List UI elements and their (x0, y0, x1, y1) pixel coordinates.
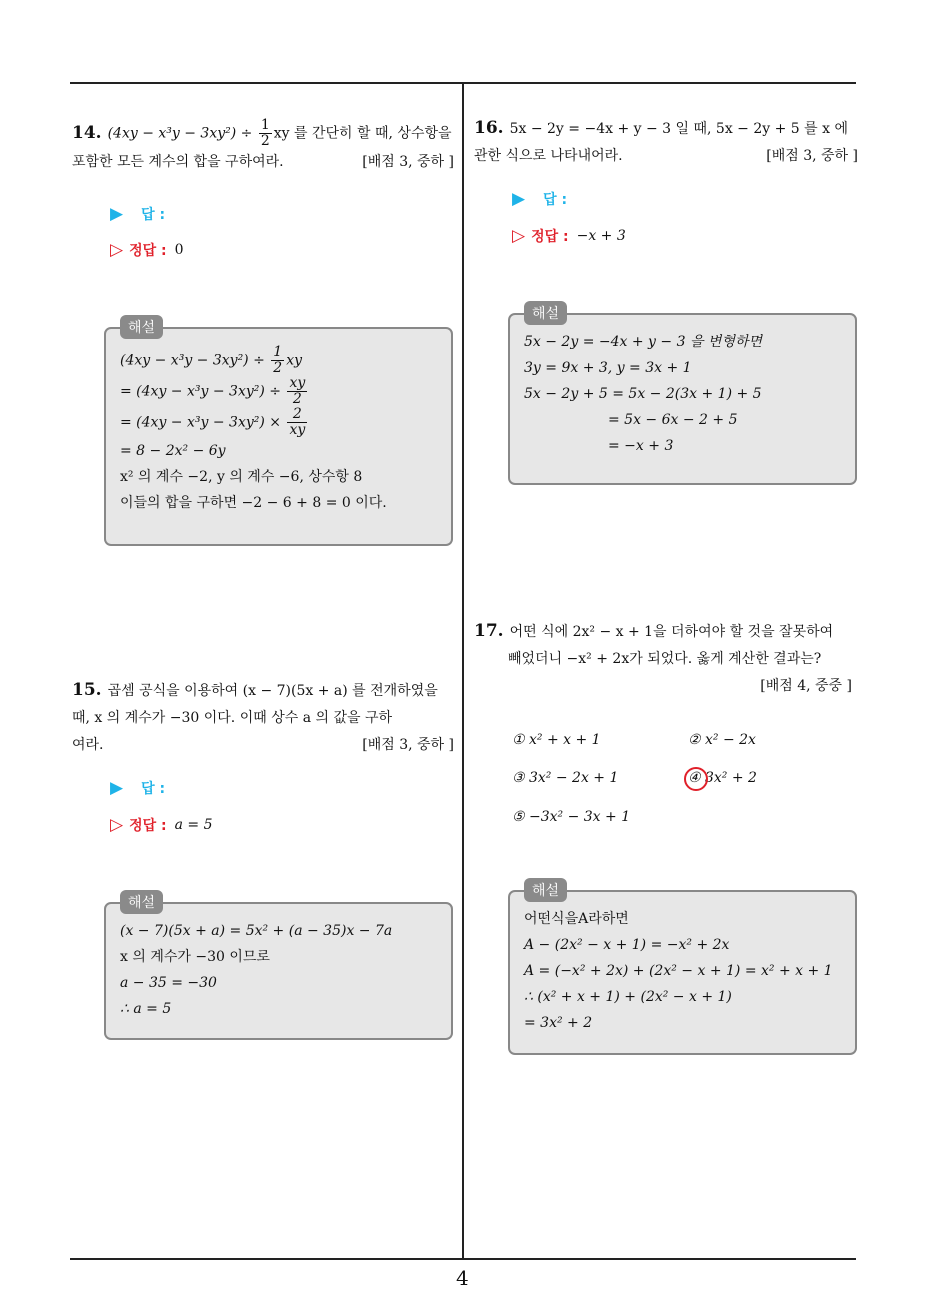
question-17: 17. 어떤 식에 2x² − x + 1을 더하여야 할 것을 잘못하여 빼었더니 −x² + 2x가 되었다. 옳게 계산한 결과는? [배점 4, 중중 ] (474, 621, 852, 694)
open-triangle-icon: ▷ (512, 226, 526, 246)
question-14: 14. (4xy − x³y − 3xy²) ÷ $\frac{1}{2}$ xy 를 간단히 할 때, 상수항을 포함한 모든 계수의 합을 구하여라. [배점 3, 중하 ] (72, 118, 454, 176)
question-16: 16. 5x − 2y = −4x + y − 3 일 때, 5x − 2y + 5 를 x 에 관한 식으로 나타내어라. [배점 3, 중하 ] (474, 115, 858, 170)
answer-line: ▶ 답 : (110, 204, 166, 224)
choice-3[interactable]: ③ 3x² − 2x + 1 (512, 770, 619, 786)
solution-tag: 해설 (524, 301, 567, 325)
question-number: 17. (474, 621, 504, 641)
page-number: 4 (456, 1266, 469, 1290)
correct-answer-line: ▷ 정답 : −x + 3 (512, 226, 626, 246)
selected-answer-circle-icon (684, 767, 708, 791)
bottom-rule (70, 1258, 856, 1260)
solution-box: (x − 7)(5x + a) = 5x² + (a − 35)x − 7a x 의 계수가 −30 이므로 a − 35 = −30 ∴ a = 5 (104, 902, 453, 1040)
solution-tag: 해설 (120, 315, 163, 339)
choice-5[interactable]: ⑤ −3x² − 3x + 1 (512, 809, 631, 825)
points: [배점 4, 중중 ] (760, 678, 852, 694)
correct-answer-value: a = 5 (174, 817, 213, 833)
open-triangle-icon: ▷ (110, 815, 124, 835)
points: [배점 3, 중하 ] (766, 148, 858, 164)
correct-answer-line: ▷ 정답 : a = 5 (110, 815, 213, 835)
points: [배점 3, 중하 ] (362, 737, 454, 753)
play-icon: ▶ (110, 204, 124, 224)
solution-box: 어떤식을A라하면 A − (2x² − x + 1) = −x² + 2x A = (−x² + 2x) + (2x² − x + 1) = x² + x + 1 ∴ (x² + x + 1) + (2x² − x + 1) = 3x² + 2 (508, 890, 857, 1055)
question-number: 15. (72, 680, 102, 700)
solution-tag: 해설 (120, 890, 163, 914)
points: [배점 3, 중하 ] (362, 154, 454, 170)
solution-box: (4xy − x³y − 3xy²) ÷ $\frac{1}{2}$ xy = (4xy − x³y − 3xy²) ÷ $\frac{xy}{2}$ = (4xy − x³y − 3xy²) × $\frac{2}{xy}$ = 8 − 2x² − 6y x² 의 계수 −2, y 의 계수 −6, 상수항 8 이들의 합을 구하면 −2 − 6 + 8 = 0 이다. (104, 327, 453, 546)
correct-answer-value: −x + 3 (576, 228, 626, 244)
choice-4[interactable]: ④ 3x² + 2 (688, 770, 757, 786)
answer-line: ▶ 답 : (110, 778, 166, 798)
solution-box: 5x − 2y = −4x + y − 3 을 변형하면 3y = 9x + 3, y = 3x + 1 5x − 2y + 5 = 5x − 2(3x + 1) + 5 = 5x − 6x − 2 + 5 = −x + 3 (508, 313, 857, 485)
answer-line: ▶ 답 : (512, 189, 568, 209)
correct-answer-value: 0 (174, 242, 184, 258)
column-divider (462, 84, 464, 1259)
choice-1[interactable]: ① x² + x + 1 (512, 732, 601, 748)
choice-2[interactable]: ② x² − 2x (688, 732, 756, 748)
question-number: 16. (474, 118, 504, 138)
question-number: 14. (72, 122, 102, 143)
open-triangle-icon: ▷ (110, 240, 124, 260)
play-icon: ▶ (512, 189, 526, 209)
question-15: 15. 곱셈 공식을 이용하여 (x − 7)(5x + a) 를 전개하였을 때, x 의 계수가 −30 이다. 이때 상수 a 의 값을 구하 여라. [배점 3, 중하 ] (72, 677, 454, 759)
solution-tag: 해설 (524, 878, 567, 902)
play-icon: ▶ (110, 778, 124, 798)
fraction: $\frac{1}{2}$ (260, 117, 270, 149)
correct-answer-line: ▷ 정답 : 0 (110, 240, 184, 260)
